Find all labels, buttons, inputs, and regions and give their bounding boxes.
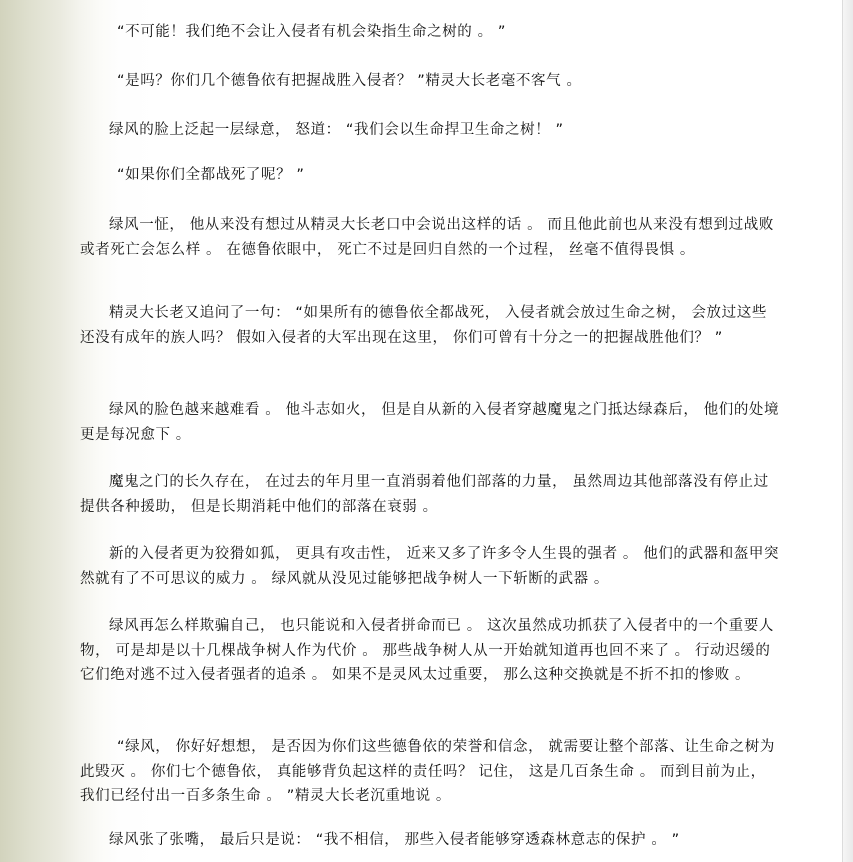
paragraph-12: 绿风张了张嘴， 最后只是说： “我不相信， 那些入侵者能够穿透森林意志的保护 。 ” — [109, 832, 680, 848]
paragraph-9: 新的入侵者更为狡猾如狐， 更具有攻击性， 近来又多了许多令人生畏的强者 。 他们的武器和盔甲突然就有了不可思议的威力 。 绿风就从没见过能够把战争树人一下斩断的武器 。 — [80, 546, 780, 587]
paragraph-4: “如果你们全都战死了呢？ ” — [117, 167, 305, 183]
paragraph-11: “绿风， 你好好想想， 是否因为你们这些德鲁依的荣誉和信念， 就需要让整个部落、让生命之树为此毁灭 。 你们七个德鲁依， 真能够背负起这样的责任吗？ 记住， 这是几百条生命 。 而到目前为止， 我们已经付出一百多条生命 。 ”精灵大长老沉重地说 。 — [80, 739, 775, 804]
scrollbar[interactable] — [842, 0, 853, 862]
paragraph-6: 精灵大长老又追问了一句： “如果所有的德鲁依全都战死， 入侵者就会放过生命之树， 会放过这些还没有成年的族人吗？ 假如入侵者的大军出现在这里， 你们可曾有十分之一的把握战胜他们？ ” — [80, 305, 767, 346]
paragraph-5: 绿风一怔， 他从来没有想过从精灵大长老口中会说出这样的话 。 而且他此前也从来没有想到过战败或者死亡会怎么样 。 在德鲁依眼中， 死亡不过是回归自然的一个过程， 丝毫不值得畏惧 。 — [80, 217, 774, 258]
paragraph-7: 绿风的脸色越来越难看 。 他斗志如火， 但是自从新的入侵者穿越魔鬼之门抵达绿森后， 他们的处境更是每况愈下 。 — [80, 402, 780, 443]
paragraph-1: “不可能！我们绝不会让入侵者有机会染指生命之树的 。 ” — [117, 24, 507, 40]
paragraph-3: 绿风的脸上泛起一层绿意， 怒道： “我们会以生命捍卫生命之树！ ” — [109, 122, 564, 138]
paragraph-10: 绿风再怎么样欺骗自己， 也只能说和入侵者拼命而已 。 这次虽然成功抓获了入侵者中的一个重要人物， 可是却是以十几棵战争树人作为代价 。 那些战争树人从一开始就知道再也回不来了 。 行动迟缓的它们绝对逃不过入侵者强者的追杀 。 如果不是灵风太过重要， 那么这种交换就是不折不扣的惨败 。 — [80, 618, 774, 683]
paragraph-8: 魔鬼之门的长久存在， 在过去的年月里一直消弱着他们部落的力量， 虽然周边其他部落没有停止过提供各种援助， 但是长期消耗中他们的部落在衰弱 。 — [80, 474, 769, 515]
paragraph-2: “是吗？你们几个德鲁依有把握战胜入侵者？ ”精灵大长老毫不客气 。 — [117, 73, 582, 89]
